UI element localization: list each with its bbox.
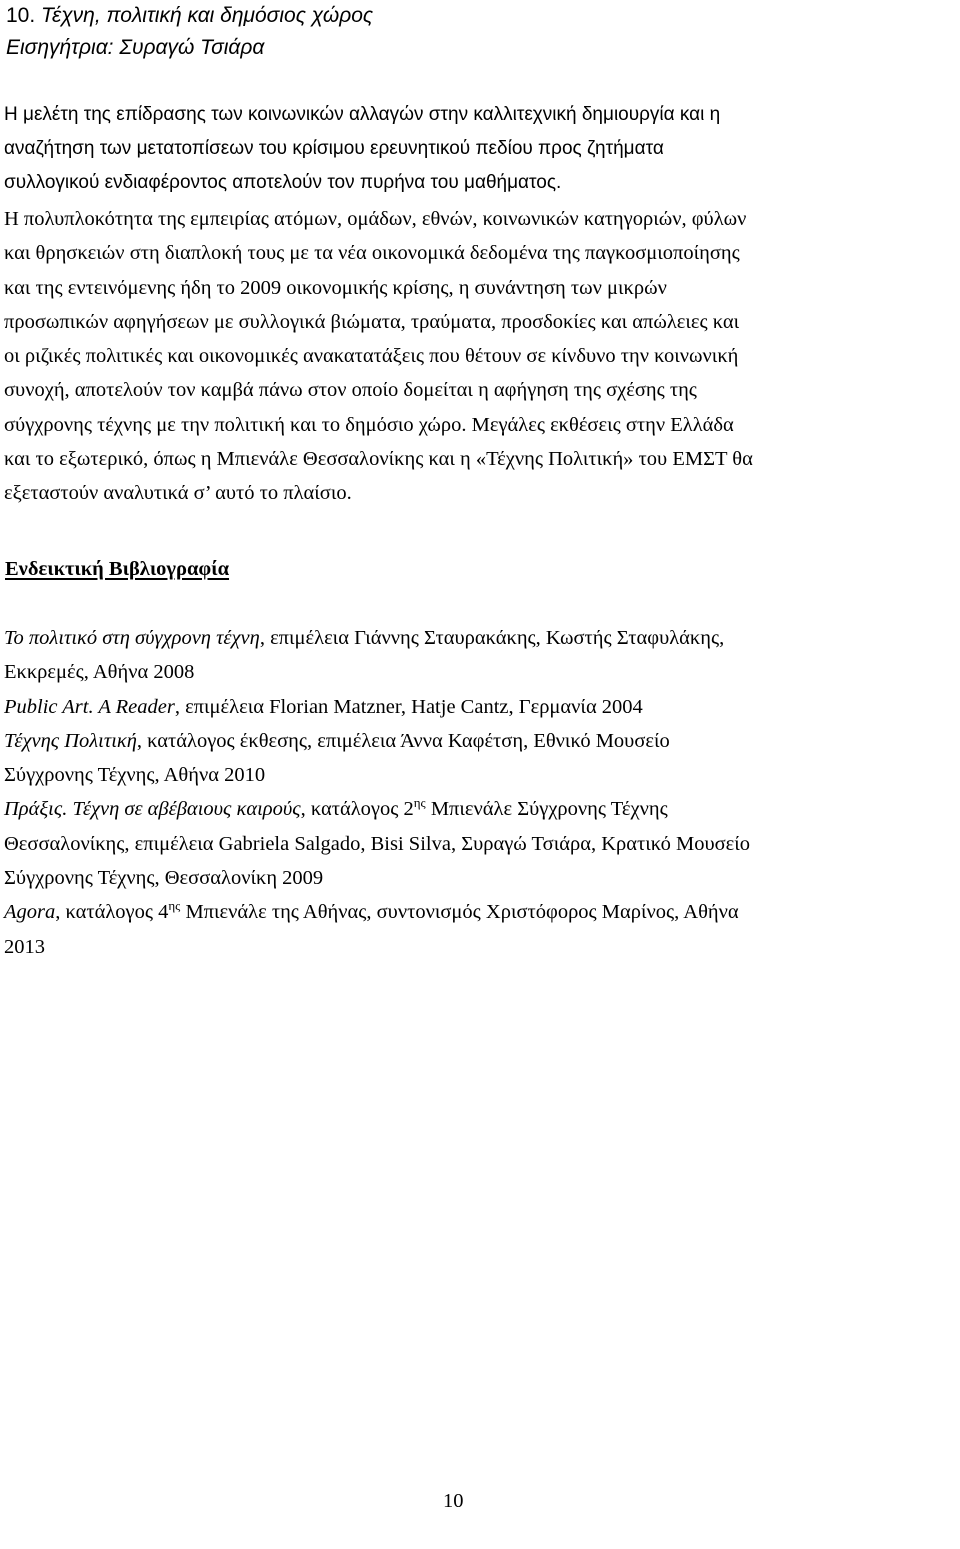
entry-title: Public Art. A Reader <box>4 695 175 718</box>
entry-title: Τέχνης Πολιτική <box>4 729 137 752</box>
entry-details: Μπιενάλε της Αθήνας, συντονισμός Χριστόφορος Μαρίνος, Αθήνα <box>180 901 739 924</box>
section-number: 10. <box>6 4 36 27</box>
bibliography-entry-continuation: 2013 <box>4 935 45 958</box>
body-line: προσωπικών αφηγήσεων με συλλογικά βιώματα, τραύματα, προσδοκίες και απώλειες και <box>4 310 740 333</box>
page-number: 10 <box>443 1490 464 1512</box>
body-line: και το εξωτερικό, όπως η Μπιενάλε Θεσσαλονίκης και η «Τέχνης Πολιτική» του ΕΜΣΤ θα <box>4 448 753 471</box>
body-line: οι ριζικές πολιτικές και οικονομικές ανακατατάξεις που θέτουν σε κίνδυνο την κοινωνική <box>4 345 739 368</box>
intro-line: αναζήτηση των μετατοπίσεων του κρίσιμου ερευνητικού πεδίου προς ζητήματα <box>4 138 664 159</box>
bibliography-entry <box>4 895 956 929</box>
entry-title: Πράξις. Τέχνη σε αβέβαιους καιρούς <box>4 798 301 821</box>
entry-title: Το πολιτικό στη σύγχρονη τέχνη <box>4 627 260 649</box>
ordinal-suffix: ης <box>413 795 426 811</box>
bibliography-entry <box>4 724 956 758</box>
ordinal-suffix: ης <box>168 898 181 914</box>
entry-details: Μπιενάλε Σύγχρονης Τέχνης <box>425 798 668 821</box>
bibliography-list <box>4 621 956 964</box>
entry-title: Agora <box>4 901 56 924</box>
intro-paragraph <box>4 98 954 200</box>
bibliography-entry-continuation: Σύγχρονης Τέχνης, Αθήνα 2010 <box>4 764 266 787</box>
bibliography-entry <box>4 792 956 826</box>
bibliography-entry <box>4 690 956 724</box>
entry-details: , κατάλογος έκθεσης, επιμέλεια Άννα Καφέτση, Εθνικό Μουσείο <box>136 729 670 752</box>
bibliography-entry-continuation: Θεσσαλονίκης, επιμέλεια Gabriela Salgado, Bisi Silva, Συραγώ Τσιάρα, Κρατικό Μουσείο <box>4 832 751 855</box>
entry-details: , κατάλογος 4 <box>55 901 169 924</box>
body-line: και της εντεινόμενης ήδη το 2009 οικονομικής κρίσης, η συνάντηση των μικρών <box>4 276 667 299</box>
body-line: συνοχή, αποτελούν τον καμβά πάνω στον οποίο δομείται η αφήγηση της σχέσης της <box>4 379 697 402</box>
bibliography-entry <box>4 621 956 655</box>
body-line: Η πολυπλοκότητα της εμπειρίας ατόμων, ομάδων, εθνών, κοινωνικών κατηγοριών, φύλων <box>4 208 747 230</box>
intro-line: συλλογικού ενδιαφέροντος αποτελούν τον πυρήνα του μαθήματος. <box>4 172 562 193</box>
lecturer-line: Εισηγήτρια: Συραγώ Τσιάρα <box>6 36 265 59</box>
section-title-text: Τέχνη, πολιτική και δημόσιος χώρος <box>41 4 374 27</box>
entry-details: , επιμέλεια Florian Matzner, Hatje Cantz, Γερμανία 2004 <box>174 695 643 718</box>
bibliography-entry-continuation: Εκκρεμές, Αθήνα 2008 <box>4 661 195 684</box>
body-line: σύγχρονης τέχνης με την πολιτική και το δημόσιο χώρο. Μεγάλες εκθέσεις στην Ελλάδα <box>4 413 734 436</box>
body-paragraph <box>4 202 956 511</box>
section-heading <box>6 0 373 64</box>
intro-line: Η μελέτη της επίδρασης των κοινωνικών αλλαγών στην καλλιτεχνική δημιουργία και η <box>4 104 721 125</box>
entry-details: , επιμέλεια Γιάννης Σταυρακάκης, Κωστής Σταφυλάκης, <box>259 627 725 649</box>
bibliography-heading: Ενδεικτική Βιβλιογραφία <box>5 558 230 580</box>
body-line: και θρησκειών στη διαπλοκή τους με τα νέα οικονομικά δεδομένα της παγκοσμιοποίησης <box>4 242 740 265</box>
section-title <box>6 0 373 32</box>
entry-details: , κατάλογος 2 <box>300 798 414 821</box>
bibliography-entry-continuation: Σύγχρονης Τέχνης, Θεσσαλονίκη 2009 <box>4 867 324 890</box>
body-line: εξεταστούν αναλυτικά σ’ αυτό το πλαίσιο. <box>4 482 352 505</box>
